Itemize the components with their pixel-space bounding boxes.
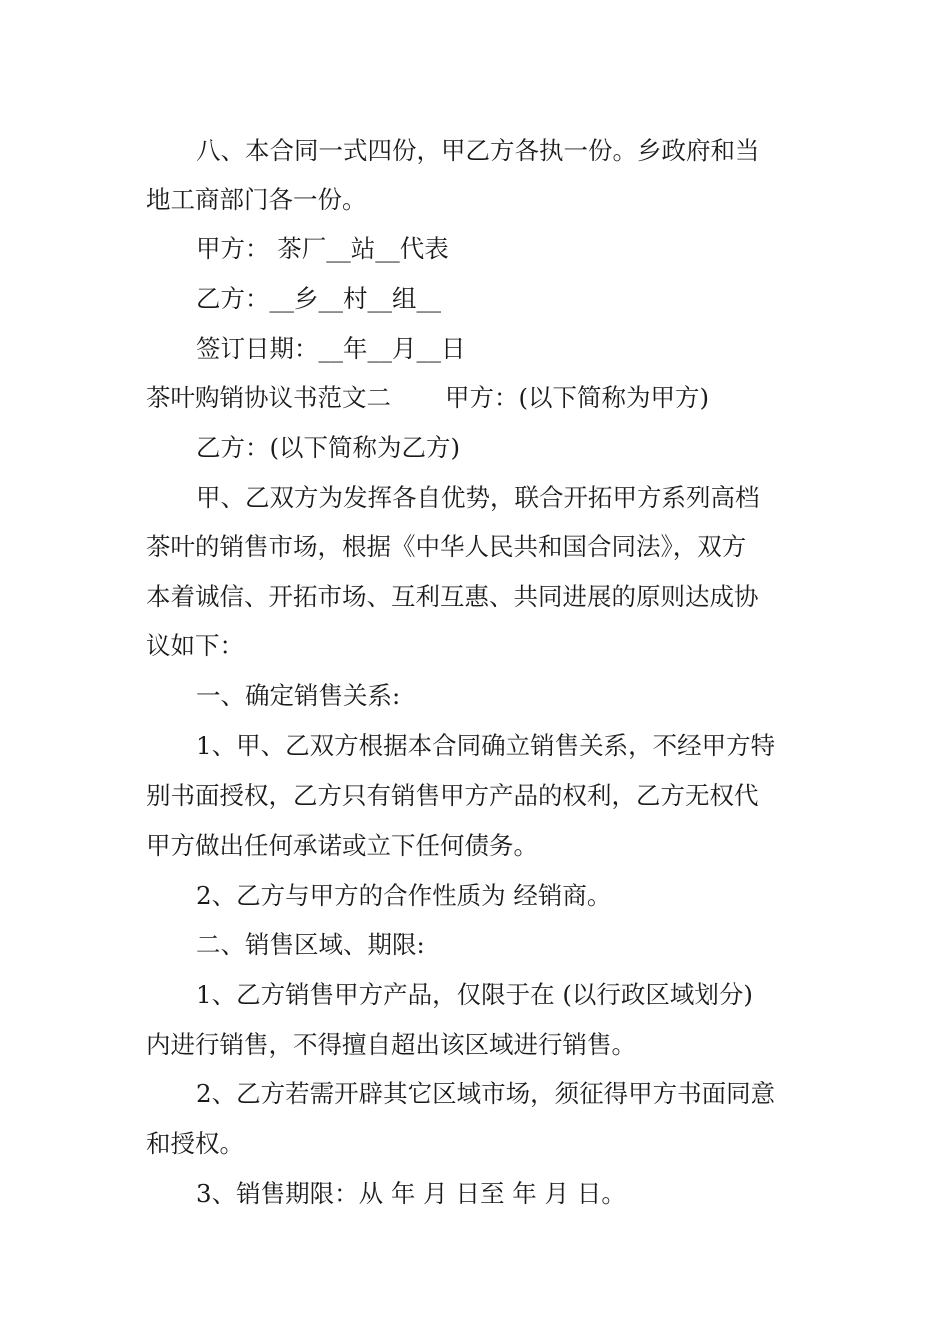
section-heading-line [146, 382, 709, 414]
clause-heading: 一、确定销售关系: [196, 681, 401, 710]
paragraph-line: 甲方做出任何承诺或立下任何债务。 [146, 831, 538, 860]
paragraph-line: 八、本合同一式四份，甲乙方各执一份。乡政府和当 [196, 136, 760, 165]
paragraph-line: 1、乙方销售甲方产品，仅限于在 (以行政区域划分) [196, 980, 753, 1009]
paragraph-line: 2、乙方若需开辟其它区域市场，须征得甲方书面同意 [196, 1079, 776, 1108]
paragraph-line: 内进行销售，不得擅自超出该区域进行销售。 [146, 1030, 636, 1059]
paragraph-line: 和授权。 [146, 1129, 244, 1158]
signing-date: 签订日期：__年__月__日 [196, 334, 466, 363]
party-a-intro: 甲方：(以下简称为甲方) [445, 383, 710, 412]
paragraph-line: 2、乙方与甲方的合作性质为 经销商。 [196, 881, 612, 910]
signature-party-b: 乙方：__乡__村__组__ [196, 284, 441, 313]
paragraph-line: 议如下： [146, 631, 244, 660]
paragraph-line: 别书面授权，乙方只有销售甲方产品的权利，乙方无权代 [146, 781, 759, 810]
paragraph-line: 茶叶的销售市场，根据《中华人民共和国合同法》，双方 [146, 532, 747, 561]
document-title: 茶叶购销协议书范文二 [146, 383, 391, 412]
party-b-intro: 乙方：(以下简称为乙方) [196, 433, 461, 462]
signature-party-a: 甲方： 茶厂__站__代表 [196, 234, 449, 263]
paragraph-line: 地工商部门各一份。 [146, 185, 367, 214]
paragraph-line: 3、销售期限：从 年 月 日至 年 月 日。 [196, 1179, 626, 1208]
clause-heading: 二、销售区域、期限: [196, 930, 425, 959]
paragraph-line: 甲、乙双方为发挥各自优势，联合开拓甲方系列高档 [196, 483, 760, 512]
paragraph-line: 1、甲、乙双方根据本合同确立销售关系，不经甲方特 [196, 731, 776, 760]
paragraph-line: 本着诚信、开拓市场、互利互惠、共同进展的原则达成协 [146, 582, 759, 611]
